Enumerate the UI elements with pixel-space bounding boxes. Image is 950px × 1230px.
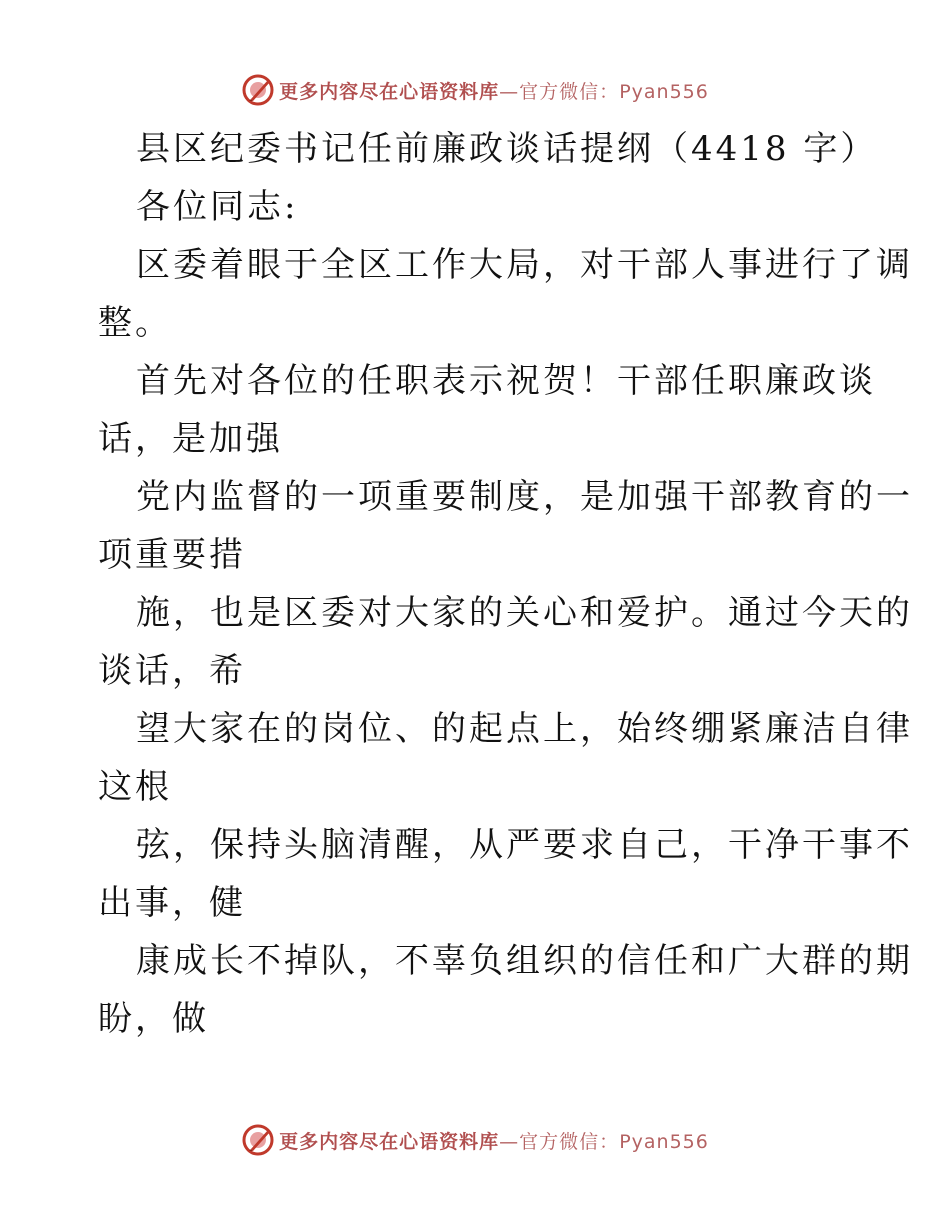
header-banner-lead: 更多内容尽在心语资料库 [279,80,500,103]
text-line: 出事，健 [98,883,246,923]
header-banner [0,70,950,110]
text-line: 这根 [98,767,172,807]
header-banner-text [279,77,709,104]
footer-wechat-id: Pyan556 [619,1130,709,1153]
footer-banner [0,1120,950,1160]
footer-banner-dash: — [499,1130,520,1153]
pen-logo-icon [241,1123,275,1157]
text-line: 党内监督的一项重要制度，是加强干部教育的一 [136,477,913,517]
footer-banner-text [279,1127,709,1154]
header-banner-dash: — [499,80,520,103]
document-title: 县区纪委书记任前廉政谈话提纲（4418 字） [136,129,878,169]
text-line: 项重要措 [98,535,246,575]
footer-wechat-label: 官方微信： [519,1130,620,1153]
header-wechat-id: Pyan556 [619,80,709,103]
text-line: 谈话，希 [98,651,246,691]
header-wechat-label: 官方微信： [519,80,620,103]
text-line: 施，也是区委对大家的关心和爱护。通过今天的 [136,593,913,633]
pen-logo-icon [241,73,275,107]
text-line: 望大家在的岗位、的起点上，始终绷紧廉洁自律 [136,709,913,749]
footer-banner-lead: 更多内容尽在心语资料库 [279,1130,500,1153]
text-line: 区委着眼于全区工作大局，对干部人事进行了调 [136,245,913,285]
text-line: 康成长不掉队，不辜负组织的信任和广大群的期 [136,941,913,981]
text-line: 各位同志: [136,187,299,227]
text-line: 弦，保持头脑清醒，从严要求自己，干净干事不 [136,825,913,865]
text-line: 盼，做 [98,999,209,1039]
text-line: 首先对各位的任职表示祝贺！干部任职廉政谈 [136,361,876,401]
text-line: 整。 [98,303,172,343]
text-line: 话，是加强 [98,419,283,459]
